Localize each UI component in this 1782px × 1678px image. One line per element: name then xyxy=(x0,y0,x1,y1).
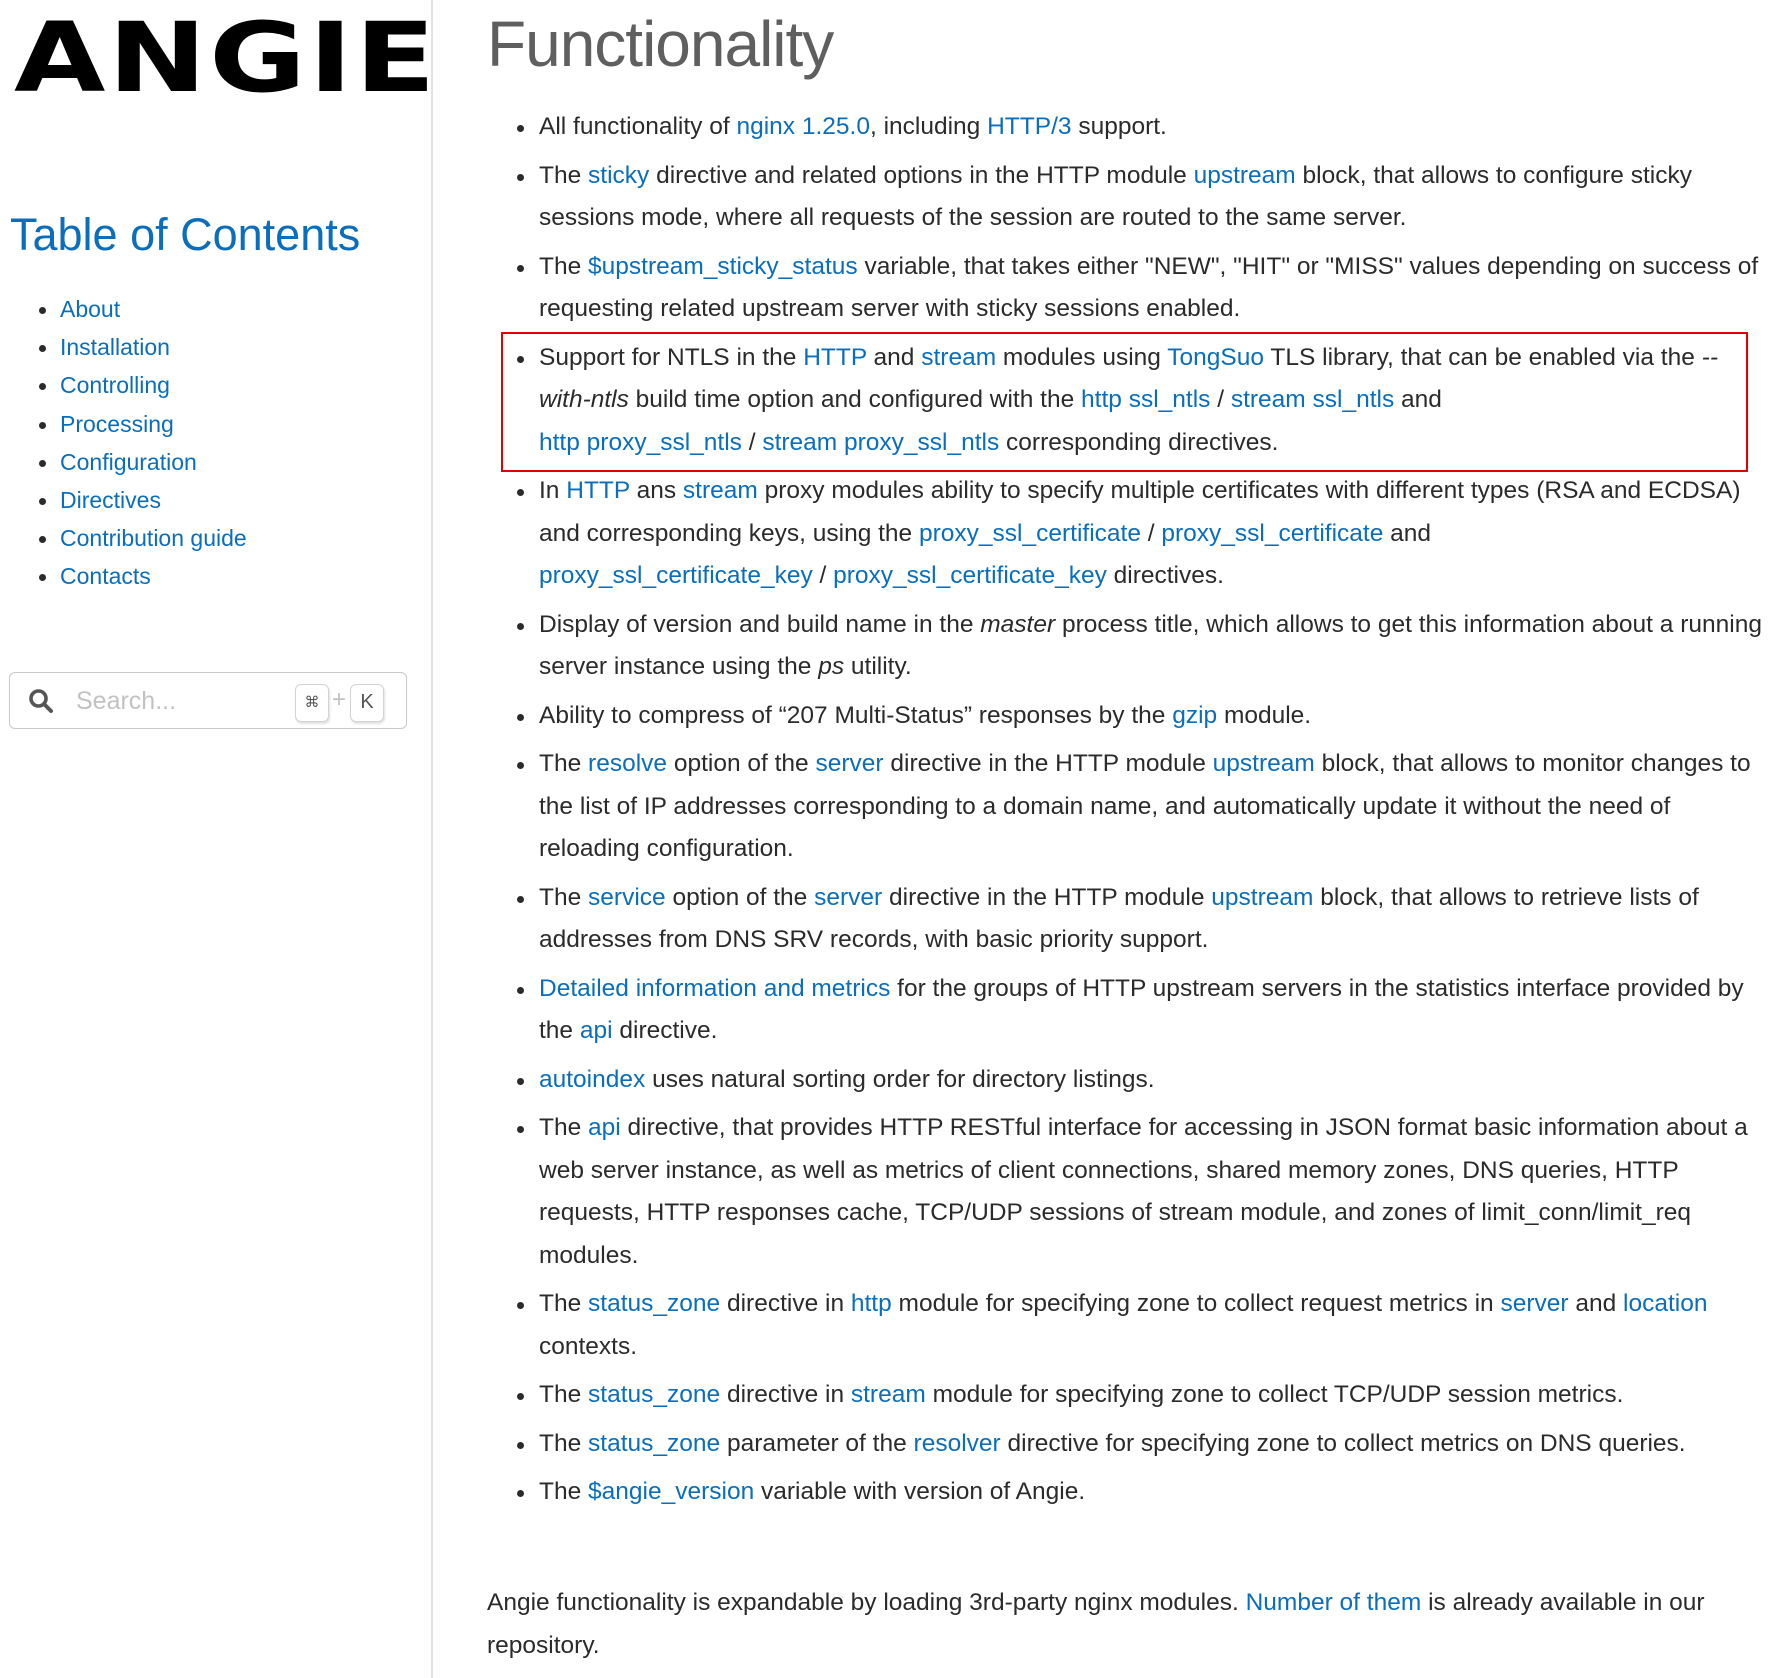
body-text: module for specifying zone to collect TCP/UDP session metrics. xyxy=(925,1381,1624,1408)
k-key-hint: K xyxy=(350,684,384,722)
inline-link[interactable]: upstream xyxy=(1211,883,1314,911)
body-text: / xyxy=(812,562,834,589)
body-text: for the groups of HTTP upstream servers in the statistics interface provided by the xyxy=(539,974,1744,1044)
angie-logo[interactable]: ANGIE xyxy=(14,2,439,114)
body-text: process title, which allows to get this information about a running server instance using the xyxy=(539,610,1762,680)
feature-item xyxy=(487,155,1762,240)
inline-link[interactable]: Detailed information and metrics xyxy=(539,974,891,1002)
body-text: directive in the HTTP module xyxy=(882,883,1212,911)
inline-link[interactable]: HTTP/3 xyxy=(987,113,1072,140)
feature-item xyxy=(487,337,1762,465)
toc-link-directives[interactable]: Directives xyxy=(60,486,161,513)
toc-list xyxy=(0,290,247,596)
closing-paragraph xyxy=(487,1582,1777,1667)
body-text: All functionality of xyxy=(539,113,737,140)
inline-link[interactable]: $upstream_sticky_status xyxy=(588,252,858,280)
inline-link[interactable]: gzip xyxy=(1172,701,1218,729)
inline-link[interactable]: api xyxy=(588,1114,621,1141)
body-text: The xyxy=(539,883,589,911)
toc-link-controlling[interactable]: Controlling xyxy=(60,372,170,399)
body-text: and xyxy=(1394,386,1442,413)
body-text: uses natural sorting order for directory listings. xyxy=(645,1065,1155,1093)
search-input[interactable] xyxy=(74,681,288,721)
body-text: is already available in our repository. xyxy=(487,1589,1705,1659)
inline-link[interactable]: status_zone xyxy=(588,1429,721,1457)
body-text: block, that allows to retrieve lists of addresses from DNS SRV records, with basic priority support. xyxy=(539,883,1699,953)
inline-link[interactable]: TongSuo xyxy=(1167,343,1265,371)
body-text: Ability to compress of “207 Multi-Status” responses by the xyxy=(539,701,1173,729)
inline-link[interactable]: upstream xyxy=(1212,750,1315,777)
toc-item-directives xyxy=(0,481,247,519)
inline-link[interactable]: stream xyxy=(682,477,758,504)
body-text: directive in xyxy=(720,1381,851,1408)
inline-link[interactable]: api xyxy=(579,1017,613,1044)
feature-item xyxy=(487,470,1762,598)
body-text: directives. xyxy=(1106,562,1224,589)
body-text: Display of version and build name in the xyxy=(539,610,981,638)
body-text: build time option and configured with the xyxy=(628,386,1082,413)
inline-link[interactable]: service xyxy=(588,883,666,911)
body-text: block, that allows to configure sticky sessions mode, where all requests of the session are routed to the same server. xyxy=(539,161,1692,231)
body-text: Angie functionality is expandable by loading 3rd-party nginx modules. xyxy=(487,1589,1246,1616)
page-title: Functionality xyxy=(487,8,834,80)
feature-item xyxy=(487,246,1762,331)
body-text: proxy modules ability to specify multiple certificates with different types (RSA and ECDSA) and corresponding keys, using the xyxy=(539,477,1741,547)
inline-link[interactable]: server xyxy=(814,883,883,911)
body-text: The xyxy=(539,1381,589,1408)
feature-item xyxy=(487,1059,1762,1102)
body-text: directive, that provides HTTP RESTful interface for accessing in JSON format basic information about a web server instance, as well as metrics of client connections, shared memory zones, DNS queries, HTTP requests, HTTP responses cache, TCP/UDP sessions of stream module, and zones of limit_conn/limit_req modules. xyxy=(539,1114,1748,1269)
inline-link[interactable]: resolve xyxy=(588,750,668,777)
feature-list xyxy=(487,106,1762,1520)
body-text: / xyxy=(1140,519,1162,547)
inline-link[interactable]: stream xyxy=(921,343,997,371)
body-text: The xyxy=(539,1429,589,1457)
inline-link[interactable]: proxy_ssl_certificate_key xyxy=(539,562,813,589)
inline-link[interactable]: sticky xyxy=(588,161,650,189)
inline-link[interactable]: proxy_ssl_certificate xyxy=(919,519,1141,547)
inline-link[interactable]: HTTP xyxy=(803,343,867,371)
body-text: , including xyxy=(869,113,988,140)
inline-link[interactable]: status_zone xyxy=(588,1290,721,1317)
feature-item xyxy=(487,106,1762,149)
feature-item xyxy=(487,1283,1762,1368)
feature-item xyxy=(487,1423,1762,1466)
body-text: modules using xyxy=(996,343,1168,371)
body-text: The xyxy=(539,1290,589,1317)
emphasis-text: --with-ntls xyxy=(539,343,1718,413)
body-text: variable with version of Angie. xyxy=(754,1478,1086,1505)
toc-link-contacts[interactable]: Contacts xyxy=(60,563,151,590)
inline-link[interactable]: http ssl_ntls xyxy=(1081,386,1211,413)
toc-item-controlling xyxy=(0,366,247,404)
body-text: The xyxy=(539,1114,589,1141)
body-text: utility. xyxy=(844,653,912,680)
body-text: option of the xyxy=(665,883,815,911)
body-text: contexts. xyxy=(539,1332,638,1360)
body-text: The xyxy=(539,252,589,280)
body-text: directive. xyxy=(612,1017,718,1044)
emphasis-text: master xyxy=(980,610,1056,638)
toc-title: Table of Contents xyxy=(10,209,361,260)
search-icon xyxy=(27,687,55,715)
body-text: TLS library, that can be enabled via the xyxy=(1264,343,1702,371)
body-text: and xyxy=(1383,519,1432,547)
inline-link[interactable]: server xyxy=(1500,1290,1569,1317)
body-text: directive and related options in the HTTP module xyxy=(649,161,1194,189)
body-text: Support for NTLS in the xyxy=(539,343,804,371)
toc-item-installation xyxy=(0,328,247,366)
inline-link[interactable]: http xyxy=(850,1290,892,1317)
body-text: block, that allows to monitor changes to the list of IP addresses corresponding to a domain name, and automatically update it without the need of reloading configuration. xyxy=(539,750,1751,862)
inline-link[interactable]: stream ssl_ntls xyxy=(1230,386,1395,413)
body-text: directive in the HTTP module xyxy=(883,750,1213,777)
toc-item-processing xyxy=(0,405,247,443)
inline-link[interactable]: http proxy_ssl_ntls xyxy=(539,428,742,456)
feature-item xyxy=(487,604,1762,689)
shortcut-plus: + xyxy=(332,686,347,713)
toc-link-installation[interactable]: Installation xyxy=(60,334,170,361)
toc-item-configuration xyxy=(0,443,247,481)
feature-item xyxy=(487,877,1762,962)
feature-item xyxy=(487,1471,1762,1514)
toc-link-contribution-guide[interactable]: Contribution guide xyxy=(60,525,247,552)
toc-item-contacts xyxy=(0,557,247,595)
feature-item xyxy=(487,1374,1762,1417)
sidebar xyxy=(0,0,439,1678)
inline-link[interactable]: server xyxy=(815,750,884,777)
inline-link[interactable]: Number of them xyxy=(1245,1589,1422,1616)
toc-item-about xyxy=(0,290,247,328)
body-text: ans xyxy=(629,477,683,504)
feature-item xyxy=(487,695,1762,738)
body-text: module for specifying zone to collect request metrics in xyxy=(891,1290,1501,1317)
search-box[interactable] xyxy=(9,672,407,729)
inline-link[interactable]: stream xyxy=(850,1381,926,1408)
inline-link[interactable]: nginx 1.25.0 xyxy=(736,113,870,140)
toc-link-about[interactable]: About xyxy=(60,296,121,322)
inline-link[interactable]: status_zone xyxy=(588,1381,721,1408)
inline-link[interactable]: autoindex xyxy=(539,1065,646,1093)
inline-link[interactable]: location xyxy=(1623,1290,1708,1317)
body-text: directive for specifying zone to collect metrics on DNS queries. xyxy=(1000,1429,1686,1457)
command-key-hint: ⌘ xyxy=(295,684,329,722)
body-text: / xyxy=(1210,386,1231,413)
inline-link[interactable]: resolver xyxy=(913,1429,1001,1457)
emphasis-text: ps xyxy=(818,653,845,680)
body-text: parameter of the xyxy=(720,1429,914,1457)
inline-link[interactable]: HTTP xyxy=(566,477,630,504)
feature-item xyxy=(487,1107,1762,1277)
body-text: In xyxy=(539,477,567,504)
toc-item-contribution-guide xyxy=(0,519,247,557)
body-text: corresponding directives. xyxy=(999,428,1279,456)
body-text: and xyxy=(1568,1290,1624,1317)
body-text: / xyxy=(741,428,763,456)
body-text: The xyxy=(539,750,589,777)
inline-link[interactable]: proxy_ssl_certificate xyxy=(1161,519,1384,547)
body-text: The xyxy=(539,161,589,189)
body-text: directive in xyxy=(720,1290,851,1317)
body-text: module. xyxy=(1217,701,1312,729)
body-text: and xyxy=(866,343,922,371)
inline-link[interactable]: $angie_version xyxy=(588,1478,755,1505)
inline-link[interactable]: stream proxy_ssl_ntls xyxy=(762,428,1000,456)
body-text: option of the xyxy=(667,750,816,777)
inline-link[interactable]: proxy_ssl_certificate_key xyxy=(833,562,1107,589)
feature-item xyxy=(487,743,1762,871)
body-text: The xyxy=(539,1478,589,1505)
feature-item xyxy=(487,968,1762,1053)
toc-link-configuration[interactable]: Configuration xyxy=(60,448,197,475)
body-text: variable, that takes either "NEW", "HIT" or "MISS" values depending on success of requesting related upstream server with sticky sessions enabled. xyxy=(539,252,1759,322)
toc-link-processing[interactable]: Processing xyxy=(60,410,174,437)
body-text: support. xyxy=(1071,113,1167,140)
inline-link[interactable]: upstream xyxy=(1193,161,1296,189)
